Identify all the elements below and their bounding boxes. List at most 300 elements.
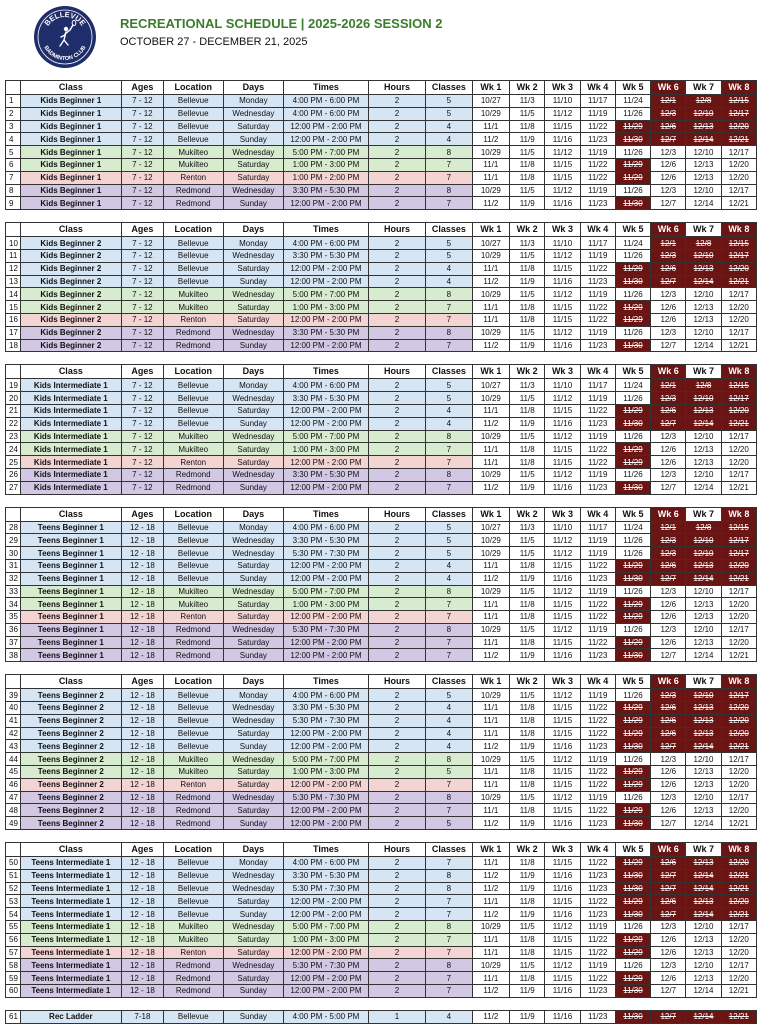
cell-hours: 2 [369,636,426,649]
table-row [6,740,757,753]
week-cell: 10/29 [472,326,509,339]
week-cell: 10/29 [472,534,509,547]
week-cell: 11/8 [510,895,545,908]
cancelled-week-cell: 12/7 [651,133,686,146]
week-cell: 11/26 [615,326,650,339]
cell-ages: 12 - 18 [122,921,163,934]
cell-ages: 12 - 18 [122,791,163,804]
week-cell: 11/5 [510,184,545,197]
column-header: Classes [426,843,473,857]
week-cell: 11/12 [545,107,580,120]
column-header: Wk 5 [615,223,650,237]
week-cell: 11/15 [545,120,580,133]
week-cell: 11/15 [545,946,580,959]
column-header: Hours [369,675,426,689]
cell-hours: 2 [369,689,426,702]
cell-loc: Bellevue [163,714,223,727]
column-header: Classes [426,675,473,689]
cell-classes: 5 [426,689,473,702]
column-header: Wk 6 [651,675,686,689]
cell-cls: Kids Intermediate 1 [20,379,122,392]
cell-classes: 8 [426,146,473,159]
cell-cls: Teens Intermediate 1 [20,895,122,908]
row-number: 2 [6,107,21,120]
week-cell: 11/15 [545,158,580,171]
page-title: RECREATIONAL SCHEDULE | 2025-2026 SESSION 2 [120,16,443,31]
cell-times: 5:30 PM - 7:30 PM [283,791,368,804]
cell-classes: 8 [426,468,473,481]
week-cell: 12/13 [686,158,721,171]
cell-hours: 2 [369,249,426,262]
cell-loc: Bellevue [163,882,223,895]
cell-ages: 12 - 18 [122,946,163,959]
week-cell: 11/23 [580,869,615,882]
cancelled-week-cell: 12/6 [651,727,686,740]
cancelled-week-cell: 12/13 [686,559,721,572]
cell-loc: Mukilteo [163,598,223,611]
week-cell: 11/24 [615,379,650,392]
week-cell: 11/16 [545,275,580,288]
week-cell: 12/20 [721,598,756,611]
column-header: Wk 4 [580,365,615,379]
cell-loc: Bellevue [163,908,223,921]
cell-classes: 5 [426,249,473,262]
cell-cls: Kids Intermediate 1 [20,417,122,430]
cell-cls: Teens Beginner 2 [20,804,122,817]
cancelled-week-cell: 12/21 [721,908,756,921]
week-cell: 10/29 [472,791,509,804]
cell-ages: 12 - 18 [122,585,163,598]
column-header: Days [223,223,283,237]
cell-days: Wednesday [223,326,283,339]
cell-days: Saturday [223,778,283,791]
week-cell: 11/8 [510,171,545,184]
cancelled-week-cell: 11/29 [615,611,650,624]
week-cell: 11/8 [510,313,545,326]
cell-days: Saturday [223,636,283,649]
week-cell: 11/22 [580,262,615,275]
week-cell: 11/22 [580,313,615,326]
week-cell: 11/15 [545,778,580,791]
cell-cls: Teens Beginner 1 [20,559,122,572]
cell-cls: Kids Beginner 2 [20,301,122,314]
cell-days: Saturday [223,456,283,469]
cancelled-week-cell: 12/6 [651,262,686,275]
cell-times: 12:00 PM - 2:00 PM [283,727,368,740]
cancelled-week-cell: 11/30 [615,740,650,753]
cell-cls: Kids Beginner 1 [20,171,122,184]
week-cell: 12/10 [686,288,721,301]
week-cell: 12/13 [686,804,721,817]
cell-classes: 8 [426,623,473,636]
cell-hours: 2 [369,456,426,469]
cell-hours: 2 [369,623,426,636]
row-number: 28 [6,521,21,534]
column-header: Hours [369,507,426,521]
cell-ages: 7 - 12 [122,456,163,469]
cell-ages: 12 - 18 [122,869,163,882]
cancelled-week-cell: 12/21 [721,740,756,753]
cell-ages: 12 - 18 [122,817,163,830]
table-row [6,133,757,146]
cancelled-week-cell: 12/1 [651,379,686,392]
cancelled-week-cell: 12/13 [686,727,721,740]
row-number: 35 [6,611,21,624]
week-cell: 11/9 [510,817,545,830]
week-cell: 11/5 [510,288,545,301]
column-header: Ages [122,223,163,237]
week-cell: 11/16 [545,417,580,430]
cell-loc: Bellevue [163,249,223,262]
cell-days: Wednesday [223,882,283,895]
cell-days: Saturday [223,559,283,572]
cell-classes: 5 [426,521,473,534]
week-cell: 11/1 [472,636,509,649]
cell-times: 5:30 PM - 7:30 PM [283,714,368,727]
column-header: Location [163,223,223,237]
week-cell: 11/9 [510,339,545,352]
week-cell: 12/10 [686,585,721,598]
cell-days: Saturday [223,301,283,314]
column-header: Wk 6 [651,843,686,857]
week-cell: 10/29 [472,146,509,159]
column-header: Wk 8 [721,223,756,237]
week-cell: 12/17 [721,184,756,197]
week-cell: 12/10 [686,326,721,339]
cancelled-week-cell: 11/29 [615,933,650,946]
cell-classes: 7 [426,895,473,908]
cell-days: Saturday [223,972,283,985]
week-cell: 11/5 [510,791,545,804]
cell-days: Wednesday [223,107,283,120]
cell-times: 12:00 PM - 2:00 PM [283,972,368,985]
cell-days: Sunday [223,572,283,585]
cell-cls: Rec Ladder [20,1010,122,1023]
cell-cls: Teens Beginner 2 [20,740,122,753]
column-header: Class [20,675,122,689]
cell-loc: Bellevue [163,275,223,288]
column-header: Classes [426,507,473,521]
cell-loc: Redmond [163,791,223,804]
row-number: 47 [6,791,21,804]
week-cell: 12/7 [651,197,686,210]
week-cell: 11/5 [510,753,545,766]
week-cell: 11/5 [510,392,545,405]
cell-ages: 12 - 18 [122,547,163,560]
cell-days: Saturday [223,443,283,456]
week-cell: 12/20 [721,158,756,171]
week-cell: 11/8 [510,598,545,611]
cell-loc: Mukilteo [163,921,223,934]
cancelled-week-cell: 11/30 [615,649,650,662]
week-cell: 11/1 [472,404,509,417]
cell-cls: Teens Beginner 1 [20,636,122,649]
cell-cls: Teens Intermediate 1 [20,946,122,959]
column-header: Location [163,365,223,379]
table-row [6,649,757,662]
table-row [6,326,757,339]
table-row [6,727,757,740]
week-cell: 11/26 [615,791,650,804]
week-cell: 11/22 [580,636,615,649]
week-cell: 11/12 [545,547,580,560]
week-cell: 12/13 [686,946,721,959]
week-cell: 11/8 [510,714,545,727]
week-cell: 11/16 [545,572,580,585]
row-number: 6 [6,158,21,171]
cancelled-week-cell: 12/13 [686,714,721,727]
week-cell: 11/9 [510,649,545,662]
cell-classes: 8 [426,869,473,882]
column-header: Wk 3 [545,365,580,379]
week-cell: 12/6 [651,804,686,817]
schedule-table [5,1010,757,1024]
cancelled-week-cell: 11/29 [615,778,650,791]
table-row [6,766,757,779]
cell-cls: Teens Beginner 1 [20,598,122,611]
cancelled-week-cell: 12/20 [721,857,756,870]
cell-loc: Mukilteo [163,146,223,159]
week-cell: 12/13 [686,456,721,469]
week-cell: 12/17 [721,623,756,636]
week-cell: 11/15 [545,714,580,727]
column-header: Hours [369,81,426,95]
cell-days: Wednesday [223,959,283,972]
table-header-row [6,843,757,857]
week-cell: 11/15 [545,766,580,779]
cell-hours: 2 [369,262,426,275]
column-header: Classes [426,365,473,379]
row-number: 61 [6,1010,21,1023]
cell-ages: 7 - 12 [122,443,163,456]
week-cell: 10/29 [472,392,509,405]
cell-classes: 4 [426,1010,473,1023]
week-cell: 11/19 [580,326,615,339]
cell-classes: 7 [426,649,473,662]
week-cell: 11/1 [472,727,509,740]
week-cell: 11/26 [615,534,650,547]
cell-hours: 2 [369,288,426,301]
week-cell: 11/1 [472,262,509,275]
cell-days: Monday [223,95,283,108]
cell-cls: Teens Beginner 2 [20,689,122,702]
cell-hours: 2 [369,326,426,339]
cell-days: Wednesday [223,184,283,197]
cell-classes: 4 [426,714,473,727]
week-cell: 10/29 [472,107,509,120]
week-cell: 11/3 [510,379,545,392]
week-cell: 12/14 [686,985,721,998]
week-cell: 11/15 [545,636,580,649]
cell-classes: 7 [426,908,473,921]
week-cell: 11/2 [472,882,509,895]
cell-ages: 7 - 12 [122,392,163,405]
cancelled-week-cell: 11/29 [615,804,650,817]
cell-hours: 2 [369,417,426,430]
column-header: Ages [122,365,163,379]
cell-days: Saturday [223,120,283,133]
row-number: 37 [6,636,21,649]
cell-times: 12:00 PM - 2:00 PM [283,559,368,572]
week-cell: 11/15 [545,262,580,275]
row-number: 1 [6,95,21,108]
row-number: 39 [6,689,21,702]
cell-times: 4:00 PM - 6:00 PM [283,95,368,108]
column-header: Location [163,507,223,521]
cancelled-week-cell: 12/3 [651,249,686,262]
column-header: Class [20,223,122,237]
cancelled-week-cell: 11/29 [615,456,650,469]
row-number: 49 [6,817,21,830]
week-cell: 12/17 [721,753,756,766]
cancelled-week-cell: 12/1 [651,237,686,250]
cell-days: Wednesday [223,585,283,598]
row-number: 44 [6,753,21,766]
cell-times: 5:00 PM - 7:00 PM [283,921,368,934]
table-row [6,559,757,572]
week-cell: 12/6 [651,611,686,624]
week-cell: 11/9 [510,985,545,998]
week-cell: 11/22 [580,404,615,417]
week-cell: 11/8 [510,766,545,779]
cell-loc: Redmond [163,184,223,197]
cell-classes: 7 [426,985,473,998]
cancelled-week-cell: 11/29 [615,766,650,779]
cell-classes: 4 [426,727,473,740]
cell-ages: 12 - 18 [122,895,163,908]
cell-times: 3:30 PM - 5:30 PM [283,534,368,547]
cell-ages: 7 - 12 [122,468,163,481]
column-header: Times [283,843,368,857]
week-cell: 11/22 [580,895,615,908]
row-number: 56 [6,933,21,946]
cell-hours: 2 [369,95,426,108]
cell-ages: 12 - 18 [122,521,163,534]
cell-hours: 2 [369,766,426,779]
cancelled-week-cell: 12/13 [686,404,721,417]
week-cell: 11/23 [580,481,615,494]
cancelled-week-cell: 12/6 [651,857,686,870]
cell-cls: Teens Beginner 2 [20,778,122,791]
cell-cls: Kids Beginner 2 [20,249,122,262]
week-cell: 10/27 [472,379,509,392]
week-cell: 11/19 [580,288,615,301]
cell-days: Monday [223,521,283,534]
cell-loc: Redmond [163,339,223,352]
cell-cls: Teens Beginner 2 [20,702,122,715]
cell-cls: Teens Beginner 1 [20,585,122,598]
cell-ages: 12 - 18 [122,753,163,766]
week-cell: 11/17 [580,521,615,534]
cell-loc: Redmond [163,817,223,830]
cancelled-week-cell: 11/30 [615,817,650,830]
cell-classes: 5 [426,237,473,250]
cell-days: Wednesday [223,714,283,727]
cell-ages: 7 - 12 [122,120,163,133]
cancelled-week-cell: 12/14 [686,882,721,895]
week-cell: 11/23 [580,908,615,921]
week-cell: 11/16 [545,481,580,494]
cell-ages: 12 - 18 [122,611,163,624]
cell-times: 1:00 PM - 3:00 PM [283,158,368,171]
week-cell: 11/5 [510,430,545,443]
cancelled-week-cell: 12/7 [651,417,686,430]
cell-hours: 2 [369,481,426,494]
week-cell: 12/14 [686,649,721,662]
cell-times: 12:00 PM - 2:00 PM [283,908,368,921]
week-cell: 10/29 [472,623,509,636]
cell-times: 12:00 PM - 2:00 PM [283,778,368,791]
week-cell: 11/12 [545,288,580,301]
cell-loc: Bellevue [163,869,223,882]
cell-classes: 7 [426,158,473,171]
week-cell: 11/26 [615,468,650,481]
column-header: Class [20,843,122,857]
week-cell: 11/19 [580,392,615,405]
week-cell: 11/5 [510,959,545,972]
table-row [6,778,757,791]
cancelled-week-cell: 12/14 [686,908,721,921]
cell-classes: 7 [426,611,473,624]
week-cell: 11/26 [615,107,650,120]
week-cell: 11/19 [580,468,615,481]
cell-times: 1:00 PM - 2:00 PM [283,171,368,184]
week-cell: 11/1 [472,972,509,985]
cell-classes: 4 [426,740,473,753]
week-cell: 11/9 [510,275,545,288]
column-header: Days [223,365,283,379]
cancelled-week-cell: 12/14 [686,869,721,882]
week-cell: 12/13 [686,611,721,624]
cell-times: 12:00 PM - 2:00 PM [283,133,368,146]
cell-loc: Bellevue [163,521,223,534]
column-header: Hours [369,365,426,379]
table-row [6,171,757,184]
cell-days: Monday [223,379,283,392]
week-cell: 11/22 [580,972,615,985]
cancelled-week-cell: 12/7 [651,1010,686,1023]
cell-days: Saturday [223,598,283,611]
cell-classes: 7 [426,197,473,210]
cell-times: 12:00 PM - 2:00 PM [283,404,368,417]
week-cell: 11/8 [510,946,545,959]
week-cell: 12/20 [721,933,756,946]
column-header: Wk 1 [472,507,509,521]
week-cell: 11/5 [510,547,545,560]
cancelled-week-cell: 12/3 [651,392,686,405]
cancelled-week-cell: 11/29 [615,443,650,456]
week-cell: 11/24 [615,237,650,250]
cell-cls: Teens Beginner 2 [20,753,122,766]
cell-cls: Teens Intermediate 1 [20,882,122,895]
cell-times: 4:00 PM - 6:00 PM [283,689,368,702]
cell-days: Wednesday [223,468,283,481]
table-row [6,288,757,301]
cancelled-week-cell: 12/3 [651,107,686,120]
week-cell: 11/8 [510,262,545,275]
cell-days: Sunday [223,133,283,146]
week-cell: 11/9 [510,572,545,585]
week-cell: 11/26 [615,184,650,197]
table-row [6,791,757,804]
cell-hours: 2 [369,301,426,314]
cancelled-week-cell: 11/30 [615,481,650,494]
cell-ages: 7 - 12 [122,288,163,301]
cell-hours: 2 [369,572,426,585]
column-header: Wk 6 [651,507,686,521]
row-number: 45 [6,766,21,779]
table-row [6,857,757,870]
